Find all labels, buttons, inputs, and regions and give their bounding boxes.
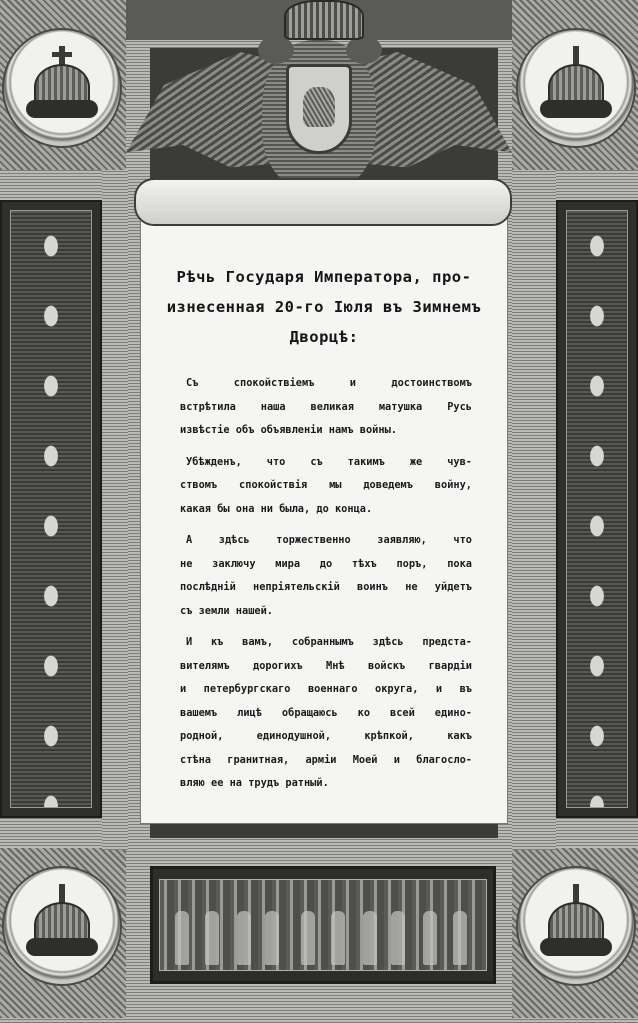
crown-icon-top-right (540, 46, 612, 124)
text-line: А здѣсь торжественно заявляю, что (186, 534, 472, 546)
crown-icon-bottom-right (540, 884, 612, 962)
title-line: изнесенная 20-го Іюля въ Зимнемъ (166, 298, 482, 316)
text-line: ствомъ спокойствія мы доведемъ войну, (180, 479, 472, 491)
text-line: Съ спокойствіемъ и достоинствомъ (186, 377, 472, 389)
text-line: не заключу мира до тѣхъ поръ, пока (180, 557, 472, 570)
eagle-head-left (258, 36, 294, 64)
text-line: вителямъ дорогихъ Мнѣ войскъ гвардіи (180, 659, 472, 672)
text-line: стѣна гранитная, арміи Моей и благосло- (180, 753, 472, 766)
pilaster-gap-left (102, 170, 128, 850)
text-line: послѣдній непріятельскій воинъ не уйдетъ (180, 581, 472, 593)
text-line: вляю ее на трудъ ратный. (180, 777, 329, 789)
title-line: Рѣчь Государя Императора, про- (176, 268, 472, 286)
text-line: вашемъ лицѣ обращаюсь ко всей едино- (180, 706, 472, 719)
paragraph (180, 451, 472, 522)
coat-of-arms-shield (286, 64, 352, 154)
text-line: родной, единодушной, крѣпкой, какъ (180, 730, 472, 742)
text-line: и петербургскаго военнаго округа, и въ (180, 683, 472, 695)
text-line: извѣстіе объ объявленіи намъ войны. (180, 424, 397, 436)
paragraph (180, 631, 472, 796)
paragraph (180, 529, 472, 623)
paragraph (180, 372, 472, 443)
text-line: Убѣжденъ, что съ такимъ же чув- (186, 455, 472, 468)
historical-scene-frieze (150, 866, 496, 984)
speech-text (180, 372, 472, 804)
imperial-crown-icon (284, 0, 364, 40)
scroll-top-roll (134, 178, 512, 226)
document-title (160, 262, 488, 352)
crown-icon-bottom-left (26, 884, 98, 962)
text-line: встрѣтила наша великая матушка Русь (180, 400, 472, 413)
text-line: И къ вамъ, собраннымъ здѣсь предста- (186, 636, 472, 648)
crown-icon-top-left (26, 46, 98, 124)
pilaster-gap-right (512, 170, 556, 850)
ornamental-pilaster-right (556, 200, 638, 818)
title-line: Дворцѣ: (289, 328, 359, 346)
eagle-head-right (346, 36, 382, 64)
text-line: какая бы она ни была, до конца. (180, 502, 373, 515)
text-line: съ земли нашей. (180, 604, 273, 617)
ornamental-pilaster-left (0, 200, 102, 818)
